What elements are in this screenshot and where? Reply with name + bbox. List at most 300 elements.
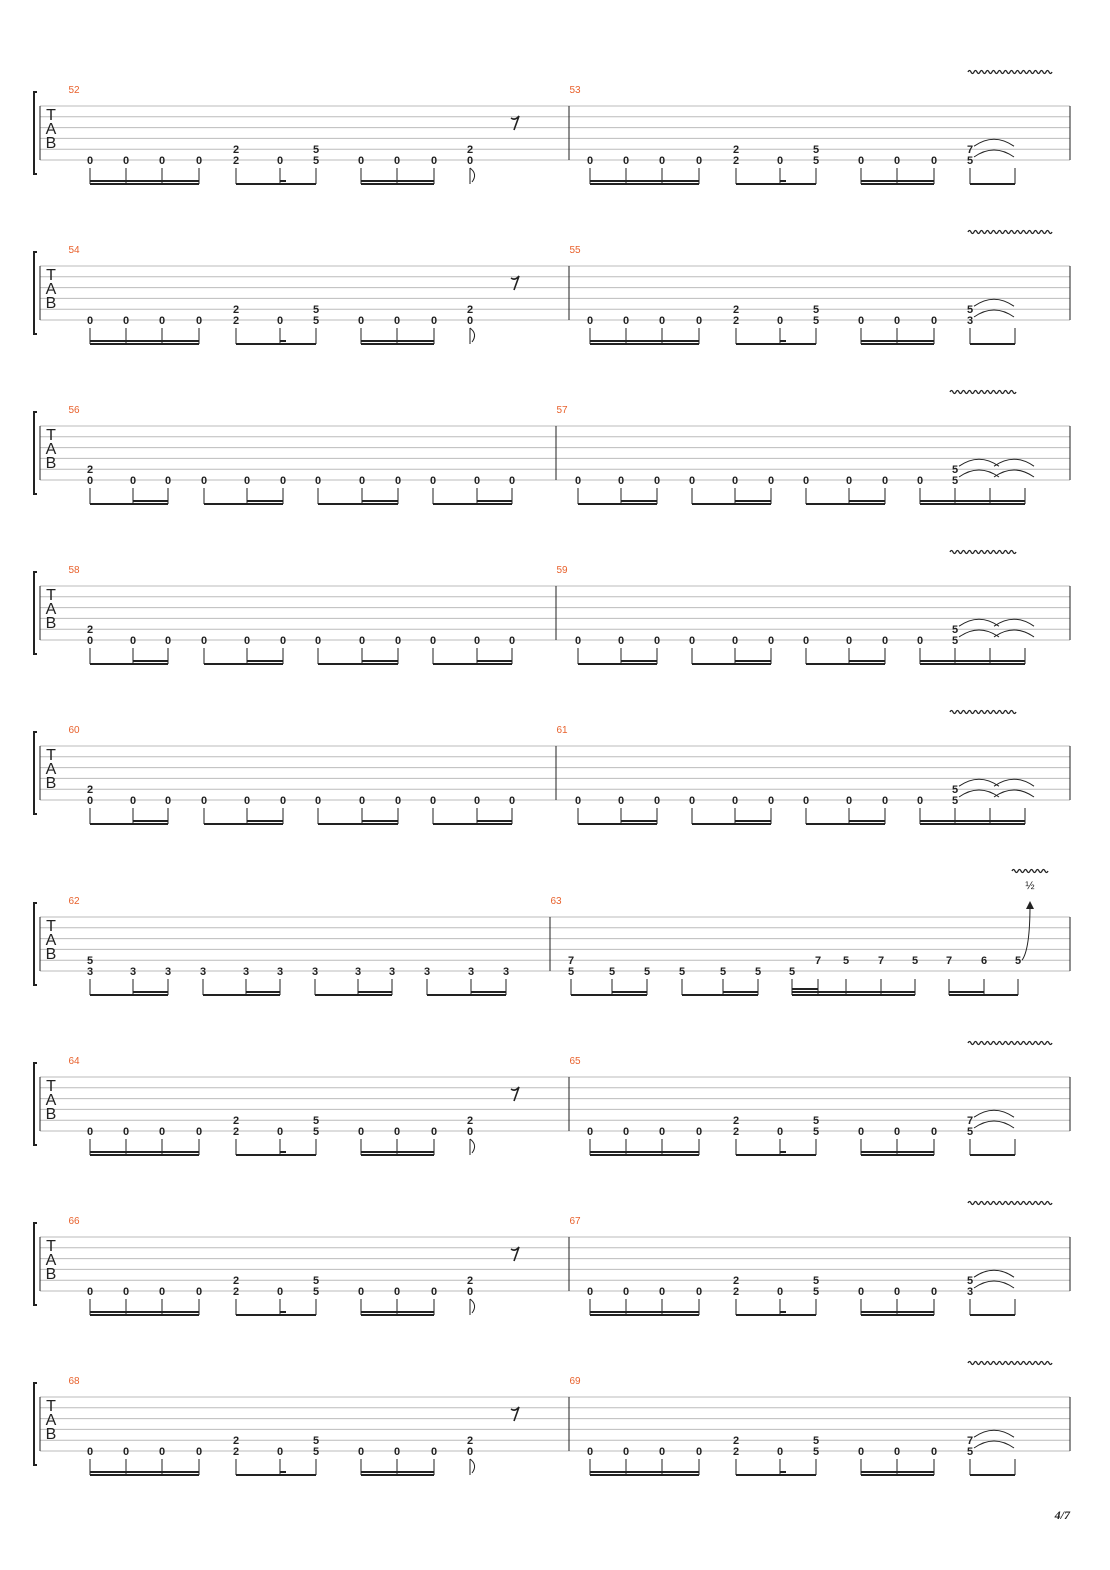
- fret-number: 0: [466, 315, 474, 327]
- fret-number: 0: [122, 315, 130, 327]
- tie-arc: [974, 299, 1014, 306]
- fret-number: 0: [200, 635, 208, 647]
- fret-number: 0: [279, 795, 287, 807]
- fret-number: 0: [86, 1126, 94, 1138]
- fret-number: 0: [200, 475, 208, 487]
- fret-number: 5: [312, 1126, 320, 1138]
- fret-number: 3: [86, 966, 94, 978]
- measure-number: 52: [68, 85, 80, 96]
- tab-system-4: [34, 551, 1070, 665]
- fret-number: 0: [430, 1446, 438, 1458]
- fret-number: 6: [980, 955, 988, 968]
- fret-number: 5: [966, 1126, 974, 1138]
- fret-number: 0: [358, 635, 366, 647]
- vibrato-mark: [950, 391, 1016, 394]
- fret-number: 0: [845, 475, 853, 487]
- fret-number: 0: [394, 635, 402, 647]
- fret-number: 0: [473, 475, 481, 487]
- fret-number: 5: [754, 966, 762, 978]
- fret-number: 3: [423, 966, 431, 978]
- fret-number: 0: [429, 635, 437, 647]
- measure-number: 61: [556, 725, 568, 736]
- fret-number: 0: [731, 795, 739, 807]
- tab-clef-letter: T: [46, 1078, 56, 1095]
- fret-number: 0: [158, 1446, 166, 1458]
- fret-number: 5: [788, 966, 796, 978]
- fret-number: 0: [122, 1286, 130, 1298]
- tie-arc: [974, 1430, 1014, 1437]
- fret-number: 0: [653, 635, 661, 647]
- tab-clef-letter: T: [46, 1398, 56, 1415]
- fret-number: 5: [842, 955, 850, 968]
- tie-arc: [959, 459, 999, 466]
- fret-number: 0: [358, 795, 366, 807]
- fret-number: 3: [388, 966, 396, 978]
- fret-number: 0: [357, 1126, 365, 1138]
- measure-number: 53: [569, 85, 581, 96]
- fret-number: 0: [195, 155, 203, 167]
- fret-number: 0: [776, 1446, 784, 1458]
- flag: [470, 1139, 475, 1155]
- fret-number: 0: [358, 475, 366, 487]
- tie-arc: [959, 790, 999, 797]
- fret-number: 5: [951, 475, 959, 487]
- fret-number: 0: [658, 1286, 666, 1298]
- tab-clef-letter: T: [46, 267, 56, 284]
- fret-number: 0: [622, 155, 630, 167]
- fret-number: 0: [279, 475, 287, 487]
- fret-number: 0: [658, 155, 666, 167]
- fret-number: 2: [86, 624, 94, 637]
- fret-number: 2: [732, 1446, 740, 1458]
- fret-number: 0: [930, 1126, 938, 1138]
- fret-number: 0: [622, 1286, 630, 1298]
- vibrato-mark: [968, 1362, 1052, 1365]
- fret-number: 0: [930, 315, 938, 327]
- fret-number: 0: [802, 795, 810, 807]
- measure-number: 60: [68, 725, 80, 736]
- fret-number: 0: [430, 155, 438, 167]
- vibrato-mark: [968, 231, 1052, 234]
- fret-number: 0: [243, 635, 251, 647]
- bend-amount: ½: [1025, 880, 1035, 892]
- fret-number: 0: [276, 315, 284, 327]
- fret-number: 0: [767, 475, 775, 487]
- tab-system-2: [34, 231, 1070, 345]
- fret-number: 0: [357, 1446, 365, 1458]
- tab-clef-letter: B: [45, 615, 57, 632]
- fret-number: 5: [812, 1115, 820, 1128]
- fret-number: 7: [966, 1435, 974, 1448]
- fret-number: 0: [893, 1446, 901, 1458]
- fret-number: 3: [502, 966, 510, 978]
- fret-number: 5: [812, 1435, 820, 1448]
- system-bracket: [34, 572, 37, 654]
- fret-number: 5: [812, 1446, 820, 1458]
- tab-clef-letter: T: [46, 747, 56, 764]
- system-bracket: [34, 92, 37, 174]
- tab-clef-letter: A: [45, 1412, 57, 1429]
- fret-number: 0: [276, 1126, 284, 1138]
- fret-number: 0: [622, 315, 630, 327]
- flag: [470, 1459, 475, 1475]
- fret-number: 0: [857, 1446, 865, 1458]
- fret-number: 0: [845, 635, 853, 647]
- measure-number: 62: [68, 896, 80, 907]
- fret-number: 0: [314, 795, 322, 807]
- fret-number: 3: [467, 966, 475, 978]
- fret-number: 0: [776, 1126, 784, 1138]
- fret-number: 0: [314, 475, 322, 487]
- fret-number: 2: [732, 1126, 740, 1138]
- measure-number: 63: [550, 896, 562, 907]
- fret-number: 5: [966, 304, 974, 317]
- fret-number: 2: [732, 1286, 740, 1298]
- tab-clef-letter: A: [45, 601, 57, 618]
- fret-number: 3: [966, 1286, 974, 1298]
- fret-number: 5: [951, 464, 959, 477]
- fret-number: 0: [916, 475, 924, 487]
- fret-number: 5: [312, 304, 320, 317]
- fret-number: 0: [658, 1446, 666, 1458]
- fret-number: 7: [567, 955, 575, 968]
- fret-number: 0: [776, 315, 784, 327]
- fret-number: 0: [473, 795, 481, 807]
- fret-number: 0: [881, 635, 889, 647]
- measure-number: 57: [556, 405, 568, 416]
- fret-number: 0: [586, 1286, 594, 1298]
- fret-number: 5: [812, 1286, 820, 1298]
- tie-arc: [974, 139, 1014, 146]
- fret-number: 0: [393, 1286, 401, 1298]
- fret-number: 0: [574, 795, 582, 807]
- fret-number: 2: [466, 144, 474, 157]
- fret-number: 0: [857, 1286, 865, 1298]
- fret-number: 0: [430, 1286, 438, 1298]
- fret-number: 0: [430, 1126, 438, 1138]
- fret-number: 0: [695, 155, 703, 167]
- fret-number: 5: [608, 966, 616, 978]
- fret-number: 0: [893, 1286, 901, 1298]
- fret-number: 2: [86, 464, 94, 477]
- fret-number: 0: [622, 1446, 630, 1458]
- fret-number: 0: [195, 1126, 203, 1138]
- fret-number: 7: [966, 1115, 974, 1128]
- fret-number: 0: [158, 1286, 166, 1298]
- fret-number: 0: [617, 475, 625, 487]
- fret-number: 5: [312, 1286, 320, 1298]
- fret-number: 0: [357, 315, 365, 327]
- fret-number: 5: [812, 315, 820, 327]
- fret-number: 0: [243, 475, 251, 487]
- fret-number: 5: [719, 966, 727, 978]
- fret-number: 5: [966, 1275, 974, 1288]
- fret-number: 0: [881, 475, 889, 487]
- fret-number: 0: [466, 1446, 474, 1458]
- fret-number: 0: [314, 635, 322, 647]
- fret-number: 5: [812, 144, 820, 157]
- fret-number: 5: [643, 966, 651, 978]
- fret-number: 0: [164, 475, 172, 487]
- fret-number: 0: [893, 1126, 901, 1138]
- fret-number: 0: [243, 795, 251, 807]
- fret-number: 2: [232, 1446, 240, 1458]
- fret-number: 0: [658, 315, 666, 327]
- fret-number: 5: [312, 155, 320, 167]
- system-bracket: [34, 1063, 37, 1145]
- fret-number: 0: [658, 1126, 666, 1138]
- fret-number: 2: [732, 155, 740, 167]
- fret-number: 2: [732, 304, 740, 317]
- fret-number: 0: [653, 475, 661, 487]
- fret-number: 2: [232, 1115, 240, 1128]
- fret-number: 0: [129, 795, 137, 807]
- fret-number: 0: [767, 635, 775, 647]
- fret-number: 2: [232, 155, 240, 167]
- fret-number: 2: [86, 784, 94, 797]
- tab-clef-letter: B: [45, 135, 57, 152]
- vibrato-mark: [1012, 870, 1048, 873]
- measure-number: 59: [556, 565, 568, 576]
- fret-number: 0: [393, 1126, 401, 1138]
- tab-clef-letter: B: [45, 1106, 57, 1123]
- tab-clef-letter: A: [45, 932, 57, 949]
- fret-number: 5: [951, 624, 959, 637]
- fret-number: 0: [574, 635, 582, 647]
- fret-number: 0: [930, 155, 938, 167]
- tab-clef-letter: B: [45, 455, 57, 472]
- fret-number: 0: [279, 635, 287, 647]
- tie-arc: [994, 470, 1034, 477]
- measure-number: 56: [68, 405, 80, 416]
- tie-arc: [994, 790, 1034, 797]
- fret-number: 0: [586, 1446, 594, 1458]
- fret-number: 0: [857, 315, 865, 327]
- tab-system-6: [34, 870, 1070, 996]
- tab-clef-letter: T: [46, 918, 56, 935]
- vibrato-mark: [968, 71, 1052, 74]
- measure-number: 66: [68, 1216, 80, 1227]
- fret-number: 0: [688, 635, 696, 647]
- fret-number: 0: [86, 795, 94, 807]
- measure-number: 67: [569, 1216, 581, 1227]
- tie-arc: [959, 630, 999, 637]
- fret-number: 0: [586, 315, 594, 327]
- fret-number: 0: [195, 1446, 203, 1458]
- fret-number: 0: [429, 795, 437, 807]
- fret-number: 0: [893, 315, 901, 327]
- flag: [470, 168, 475, 184]
- fret-number: 3: [311, 966, 319, 978]
- fret-number: 7: [814, 955, 822, 968]
- tie-arc: [994, 459, 1034, 466]
- fret-number: 2: [732, 1435, 740, 1448]
- fret-number: 2: [232, 1435, 240, 1448]
- fret-number: 7: [966, 144, 974, 157]
- tab-system-9: [34, 1362, 1070, 1476]
- tab-clef-letter: B: [45, 1426, 57, 1443]
- fret-number: 5: [812, 155, 820, 167]
- fret-number: 0: [357, 1286, 365, 1298]
- tab-system-5: [34, 711, 1070, 825]
- fret-number: 0: [195, 1286, 203, 1298]
- tab-system-8: [34, 1202, 1070, 1316]
- fret-number: 0: [776, 1286, 784, 1298]
- fret-number: 5: [1014, 955, 1022, 968]
- tab-clef-letter: A: [45, 761, 57, 778]
- fret-number: 2: [466, 1275, 474, 1288]
- fret-number: 0: [893, 155, 901, 167]
- fret-number: 0: [158, 1126, 166, 1138]
- tie-arc: [994, 779, 1034, 786]
- vibrato-mark: [950, 711, 1016, 714]
- fret-number: 5: [312, 1435, 320, 1448]
- fret-number: 0: [688, 475, 696, 487]
- fret-number: 5: [312, 144, 320, 157]
- fret-number: 5: [911, 955, 919, 968]
- fret-number: 0: [129, 475, 137, 487]
- fret-number: 0: [916, 795, 924, 807]
- measure-number: 68: [68, 1376, 80, 1387]
- fret-number: 0: [86, 635, 94, 647]
- fret-number: 5: [312, 1446, 320, 1458]
- fret-number: 0: [195, 315, 203, 327]
- fret-number: 3: [354, 966, 362, 978]
- fret-number: 0: [164, 635, 172, 647]
- fret-number: 5: [951, 784, 959, 797]
- fret-number: 0: [695, 315, 703, 327]
- fret-number: 0: [586, 1126, 594, 1138]
- fret-number: 0: [276, 155, 284, 167]
- tie-arc: [974, 1281, 1014, 1288]
- fret-number: 2: [232, 144, 240, 157]
- fret-number: 2: [232, 304, 240, 317]
- fret-number: 2: [466, 304, 474, 317]
- tab-clef-letter: T: [46, 427, 56, 444]
- measure-number: 54: [68, 245, 80, 256]
- fret-number: 0: [776, 155, 784, 167]
- measure-number: 55: [569, 245, 581, 256]
- fret-number: 5: [812, 1126, 820, 1138]
- measure-number: 65: [569, 1056, 581, 1067]
- measure-number: 58: [68, 565, 80, 576]
- fret-number: 3: [276, 966, 284, 978]
- flag: [470, 1299, 475, 1315]
- fret-number: 0: [86, 155, 94, 167]
- fret-number: 5: [312, 1275, 320, 1288]
- vibrato-mark: [950, 551, 1016, 554]
- tab-clef-letter: A: [45, 1092, 57, 1109]
- fret-number: 2: [466, 1435, 474, 1448]
- fret-number: 5: [678, 966, 686, 978]
- page-number: 4/7: [1054, 1508, 1070, 1522]
- system-bracket: [34, 1223, 37, 1305]
- fret-number: 0: [86, 475, 94, 487]
- fret-number: 0: [86, 315, 94, 327]
- measure-number: 64: [68, 1056, 80, 1067]
- system-bracket: [34, 1383, 37, 1465]
- fret-number: 2: [732, 315, 740, 327]
- fret-number: 2: [732, 1115, 740, 1128]
- fret-number: 2: [232, 1275, 240, 1288]
- fret-number: 0: [122, 1446, 130, 1458]
- system-bracket: [34, 903, 37, 985]
- system-bracket: [34, 252, 37, 334]
- tie-arc: [959, 779, 999, 786]
- tab-clef-letter: B: [45, 295, 57, 312]
- fret-number: 0: [695, 1126, 703, 1138]
- fret-number: 5: [567, 966, 575, 978]
- bend-arrowhead: [1026, 901, 1034, 909]
- fret-number: 5: [966, 1446, 974, 1458]
- fret-number: 5: [312, 1115, 320, 1128]
- fret-number: 0: [86, 1446, 94, 1458]
- tie-arc: [994, 619, 1034, 626]
- fret-number: 0: [695, 1446, 703, 1458]
- fret-number: 0: [430, 315, 438, 327]
- fret-number: 3: [164, 966, 172, 978]
- fret-number: 0: [429, 475, 437, 487]
- fret-number: 0: [357, 155, 365, 167]
- fret-number: 0: [845, 795, 853, 807]
- fret-number: 0: [508, 635, 516, 647]
- vibrato-mark: [968, 1042, 1052, 1045]
- fret-number: 3: [199, 966, 207, 978]
- fret-number: 0: [86, 1286, 94, 1298]
- measure-number: 69: [569, 1376, 581, 1387]
- fret-number: 0: [688, 795, 696, 807]
- fret-number: 0: [200, 795, 208, 807]
- fret-number: 0: [508, 795, 516, 807]
- fret-number: 0: [731, 475, 739, 487]
- fret-number: 0: [393, 1446, 401, 1458]
- bend-arrow: [1022, 905, 1030, 960]
- tie-arc: [974, 1121, 1014, 1128]
- fret-number: 0: [857, 155, 865, 167]
- tab-clef-letter: T: [46, 587, 56, 604]
- vibrato-mark: [968, 1202, 1052, 1205]
- tab-clef-letter: B: [45, 1266, 57, 1283]
- tab-clef-letter: A: [45, 441, 57, 458]
- tab-clef-letter: B: [45, 775, 57, 792]
- fret-number: 0: [466, 155, 474, 167]
- fret-number: 0: [695, 1286, 703, 1298]
- fret-number: 3: [242, 966, 250, 978]
- fret-number: 0: [508, 475, 516, 487]
- tab-clef-letter: T: [46, 1238, 56, 1255]
- fret-number: 0: [574, 475, 582, 487]
- fret-number: 2: [232, 1286, 240, 1298]
- fret-number: 0: [731, 635, 739, 647]
- fret-number: 2: [232, 315, 240, 327]
- fret-number: 0: [276, 1446, 284, 1458]
- tab-clef-letter: B: [45, 946, 57, 963]
- fret-number: 0: [394, 795, 402, 807]
- tie-arc: [974, 1110, 1014, 1117]
- fret-number: 0: [164, 795, 172, 807]
- fret-number: 5: [86, 955, 94, 968]
- fret-number: 0: [881, 795, 889, 807]
- fret-number: 0: [122, 155, 130, 167]
- tab-clef-letter: A: [45, 281, 57, 298]
- fret-number: 2: [732, 144, 740, 157]
- fret-number: 7: [877, 955, 885, 968]
- fret-number: 0: [276, 1286, 284, 1298]
- fret-number: 0: [393, 155, 401, 167]
- fret-number: 0: [622, 1126, 630, 1138]
- fret-number: 0: [122, 1126, 130, 1138]
- fret-number: 3: [129, 966, 137, 978]
